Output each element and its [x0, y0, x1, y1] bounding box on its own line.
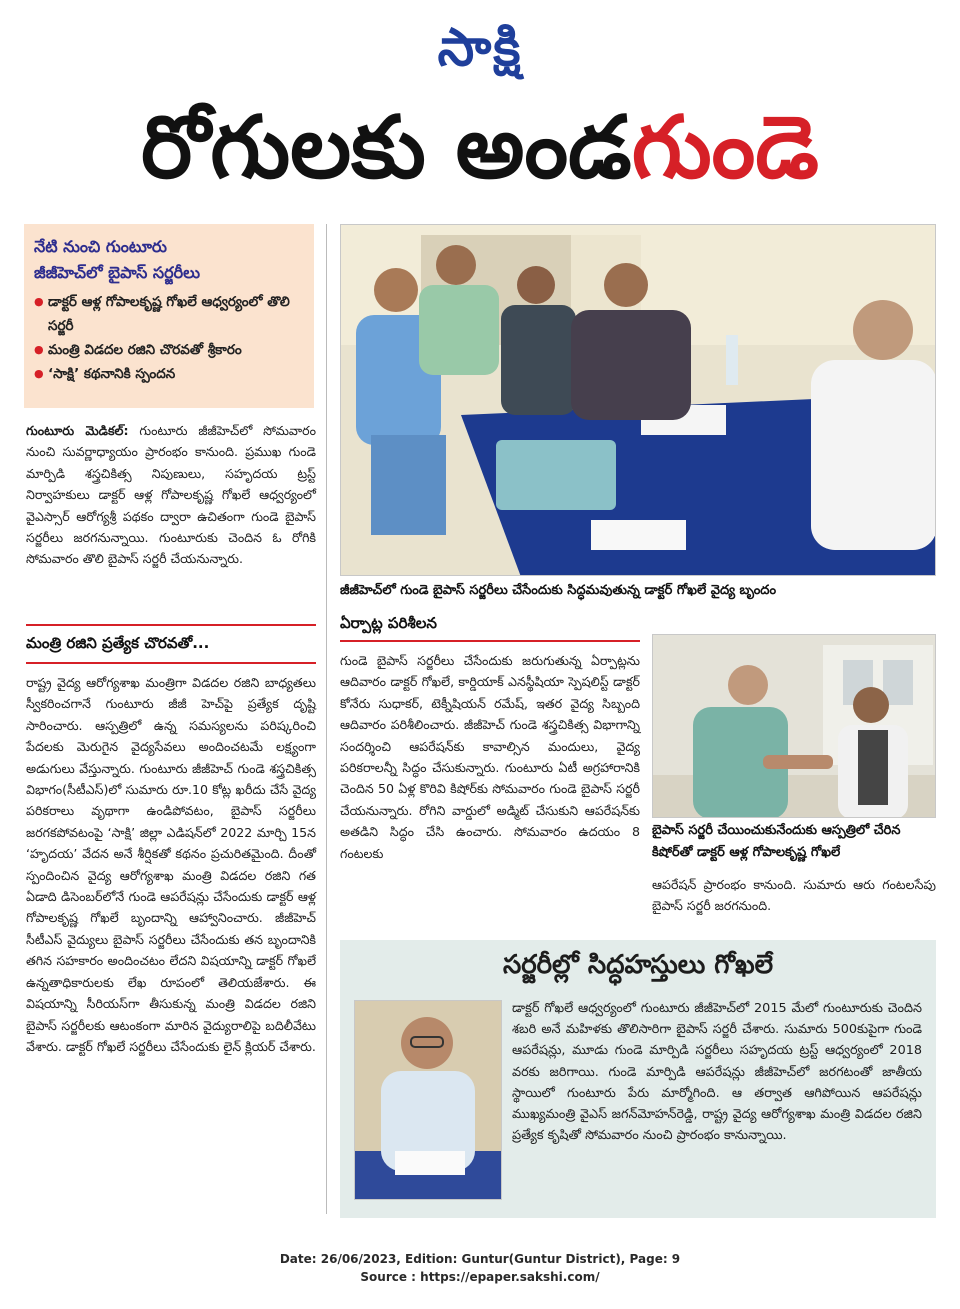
headline-main: రోగులకు అండ [141, 98, 632, 198]
main-photo-illustration [341, 225, 936, 576]
review-paragraph: గుండె బైపాస్‌ సర్జరీలు చేసేందుకు జరుగుతున్న ఏర్పాట్లను ఆదివారం డాక్టర్‌ గోఖలే, కార్డియాక్‌ ఎనస్థీషియా స్పెషలిస్ట్‌ డాక్టర్‌ కోనేరు సుధాకర్‌, టెక్నీషియన్‌ రమేష్‌, ఇతర వైద్య సిబ్బంది ఆదివారం పరిశీలించారు. జీజీహెచ్‌ గుండె శస్త్రచికిత్స విభాగాన్ని సందర్శించి ఆపరేషన్‌కు కావాల్సిన మందులు, వైద్య పరికరాలన్నీ సిద్ధం చేసుకున్నారు. గుంటూరు ఏటీ అగ్రహారానికి చెందిన 50 ఏళ్ల కొరివి కిషోర్‌కు సోమవారం గుండె బైపాస్‌ సర్జరీ చేయనున్నారు. రోగిని వార్డులో అడ్మిట్‌ చేసుకుని ఆపరేషన్‌కు అతడిని సిద్ధం చేసి ఉంచారు. సోమవారం ఉదయం 8 గంటలకు [340, 653, 640, 861]
main-photo [340, 224, 936, 576]
small-photo [652, 634, 936, 818]
review-continued [652, 874, 936, 917]
bullet-item: ● డాక్టర్‌ ఆళ్ల గోపాలకృష్ణ గోఖలే ఆధ్వర్యంలో తొలి సర్జరీ [34, 290, 304, 338]
small-photo-caption: బైపాస్‌ సర్జరీ చేయించుకునేందుకు ఆస్పత్రిలో చేరిన కిషోర్‌తో డాక్టర్‌ ఆళ్ల గోపాలకృష్ణ గోఖలే [652, 823, 901, 860]
review-continued-paragraph: ఆపరేషన్‌ ప్రారంభం కానుంది. సుమారు ఆరు గంటలసేపు బైపాస్‌ సర్జరీ జరగనుంది. [652, 877, 936, 914]
subheading-line-1: నేటి నుంచి గుంటూరు [34, 237, 167, 256]
subheading-bullets [34, 290, 304, 386]
minister-paragraph: రాష్ట్ర వైద్య ఆరోగ్యశాఖ మంత్రిగా విడదల రజిని బాధ్యతలు స్వీకరించగానే గుంటూరు జీజీ హెచ్‌పై ప్రత్యేక దృష్టి సారించారు. ఆస్పత్రిలో ఉన్న సమస్యలను పరిష్కరించి పేదలకు మెరుగైన వైద్యసేవలు అందించటమే లక్ష్యంగా అడుగులు వేస్తున్నారు. గుంటూరు జీజీహెచ్‌ గుండె శస్త్రచికిత్స విభాగం(సీటీఎస్‌)లో సుమారు రూ.10 కోట్ల ఖరీదు చేసే వైద్య పరికరాలు వృథాగా ఉండిపోవటం, బైపాస్‌ సర్జరీలు జరగకపోవటంపై ‘సాక్షి’ జిల్లా ఎడిషన్‌లో 2022 మార్చి 15న ‘హృదయ’ వేదన అనే శీర్షికతో కథనం ప్రచురితమైంది. దీంతో స్పందించిన వైద్య ఆరోగ్యశాఖ మంత్రి విడదల రజిని గత ఏడాది డిసెంబర్‌లోనే గుండె ఆపరేషన్లు చేసేందుకు డాక్టర్‌ ఆళ్ల గోపాలకృష్ణ గోఖలే బృందాన్ని ఆహ్వానించారు. జీజీహెచ్‌ సీటీఎస్‌ వైద్యులు బైపాస్‌ సర్జరీలు చేసేందుకు తన బృందానికి తగిన సహకారం అందించటం లేదని విషయాన్ని డాక్టర్‌ గోఖలే ఉన్నతాధికారులకు లేఖ రూపంలో తెలియజేశారు. ఈ విషయాన్ని సీరియస్‌గా తీసుకున్న మంత్రి విడదల రజిని బైపాస్‌ సర్జరీలకు ఆటంకంగా మారిన వైద్యురాలిపై బదిలీవేటు వేశారు. డాక్టర్‌ గోఖలే సర్జరీలు చేసేందుకు లైన్‌ క్లియర్‌ చేశారు. [26, 675, 316, 1054]
review-text [340, 650, 640, 864]
source-line: Source : https://epaper.sakshi.com/ [360, 1270, 600, 1284]
review-section-heading: ఏర్పాట్ల పరిశీలన [340, 614, 437, 632]
section-divider [26, 624, 316, 626]
headline-accent: గుండె [631, 98, 819, 198]
feature-text: డాక్టర్‌ గోఖలే ఆధ్వర్యంలో గుంటూరు జీజీహెచ్‌లో 2015 మేలో గుంటూరుకు చెందిన శబరి అనే మహిళకు తొలిసారిగా బైపాస్‌ సర్జరీ చేశారు. సుమారు 500కుపైగా గుండె ఆపరేషన్లు, మూడు గుండె మార్పిడి సర్జరీలు సహృదయ ట్రస్ట్‌ ఆధ్వర్యంలో 2018 వరకు జరిగాయి. గుండె మార్పిడి ఆపరేషన్లు జీజీహెచ్‌లో జరగటంతో జాతీయ స్థాయిలో గుంటూరు పేరు మార్మోగింది. ఆ తర్వాత ఆగిపోయిన ఆపరేషన్లు ముఖ్యమంత్రి వైఎస్‌ జగన్‌మోహన్‌రెడ్డి, రాష్ట్ర వైద్య ఆరోగ్యశాఖ మంత్రి విడదల రజిని ప్రత్యేక కృషితో సోమవారం నుంచి ప్రారంభం కానున్నాయి. [512, 1001, 922, 1144]
dateline: గుంటూరు మెడికల్‌: [26, 423, 129, 438]
doctor-portrait-illustration [355, 1001, 502, 1200]
small-photo-illustration [653, 635, 936, 818]
masthead-logo: సాక్షి [437, 18, 523, 78]
source-footer [0, 1250, 960, 1286]
feature-box [340, 940, 936, 1218]
feature-title: సర్జరీల్లో సిద్ధహస్తులు గోఖలే [502, 950, 774, 980]
section-divider [340, 640, 640, 642]
article-intro [26, 420, 316, 570]
bullet-item: ● ‘సాక్షి’ కథనానికి స్పందన [34, 362, 304, 386]
subheading-line-2: జీజీహెచ్‌లో బైపాస్‌ సర్జరీలు [34, 263, 201, 282]
bullet-item: ● మంత్రి విడదల రజిని చొరవతో శ్రీకారం [34, 338, 304, 362]
edition-line: Date: 26/06/2023, Edition: Guntur(Guntur District), Page: 9 [279, 1252, 681, 1266]
subheading-box [24, 224, 314, 408]
minister-section-heading: మంత్రి రజిని ప్రత్యేక చొరవతో... [26, 634, 210, 652]
doctor-portrait [354, 1000, 502, 1200]
headline [0, 98, 960, 198]
minister-text [26, 672, 316, 1057]
intro-text: గుంటూరు జీజీహెచ్‌లో సోమవారం నుంచి సువర్ణాధ్యాయం ప్రారంభం కానుంది. ప్రముఖ గుండె మార్పిడి శస్త్రచికిత్స నిపుణులు, సహృదయ ట్రస్ట్‌ నిర్వాహకులు డాక్టర్‌ ఆళ్ల గోపాలకృష్ణ గోఖలే ఆధ్వర్యంలో వైఎస్సార్‌ ఆరోగ్యశ్రీ పథకం ద్వారా ఉచితంగా గుండె బైపాస్‌ సర్జరీలు జరగనున్నాయి. గుంటూరుకు చెందిన ఓ రోగికి సోమవారం తొలి బైపాస్‌ సర్జరీ చేయనున్నారు. [26, 423, 316, 567]
column-divider [326, 224, 327, 1214]
section-divider [26, 662, 316, 664]
main-photo-caption: జీజీహెచ్‌లో గుండె బైపాస్‌ సర్జరీలు చేసేందుకు సిద్ధమవుతున్న డాక్టర్‌ గోఖలే వైద్య బృందం [340, 583, 777, 598]
